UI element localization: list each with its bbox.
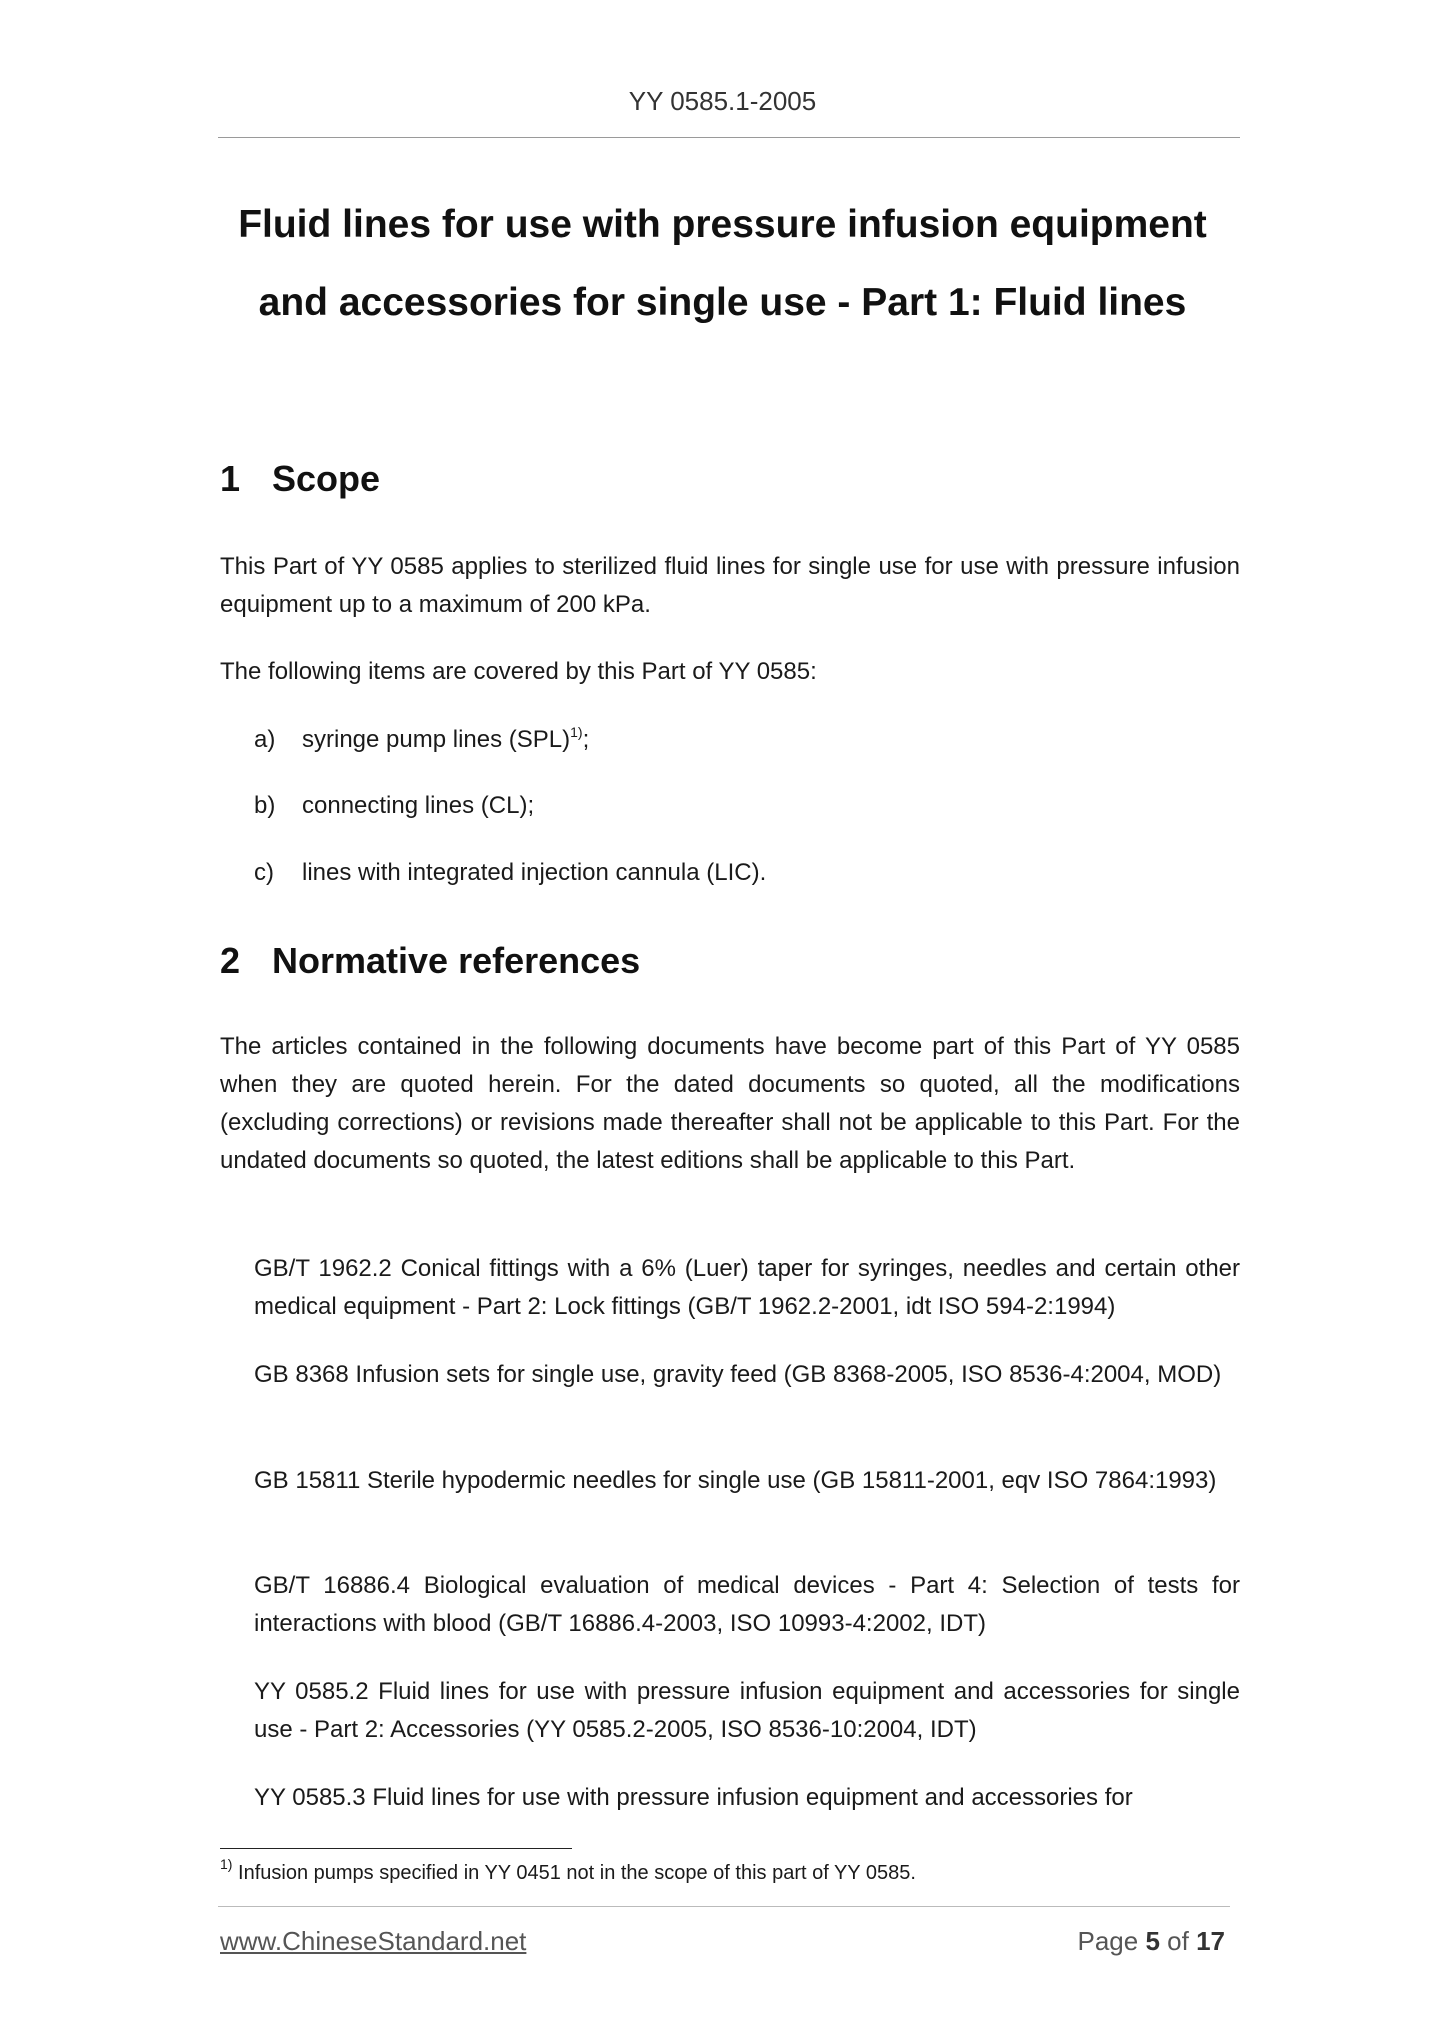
footnote [220, 1858, 916, 1888]
reference-entry: YY 0585.2 Fluid lines for use with pressure infusion equipment and accessories for single use - Part 2: Accessories (YY 0585.2-2005, ISO 8536-10:2004, IDT) [254, 1678, 1240, 1743]
footer-website-link[interactable]: www.ChineseStandard.net [220, 1926, 527, 1956]
list-item: b) connecting lines (CL); [254, 792, 535, 819]
reference-entry: YY 0585.3 Fluid lines for use with pressure infusion equipment and accessories for [254, 1784, 1133, 1811]
footnote-mark: 1) [220, 1856, 233, 1872]
footer-divider [218, 1906, 1230, 1907]
covered-items-intro: The following items are covered by this Part of YY 0585: [220, 658, 817, 685]
current-page: 5 [1145, 1926, 1160, 1956]
header-divider [218, 137, 1240, 138]
reference-entry: GB 8368 Infusion sets for single use, gravity feed (GB 8368-2005, ISO 8536-4:2004, MOD) [254, 1361, 1222, 1388]
footnote-text: Infusion pumps specified in YY 0451 not in the scope of this part of YY 0585. [238, 1862, 916, 1884]
document-title [200, 186, 1245, 342]
normative-intro-paragraph: The articles contained in the following documents have become part of this Part of YY 0585 when they are quoted herein. For the dated documents so quoted, all the modifications (excluding corrections) or revisions made thereafter shall not be applicable to this Part. For the undated documents so quoted, the latest editions shall be applicable to this Part. [220, 1033, 1240, 1174]
title-line-1: Fluid lines for use with pressure infusion equipment [238, 203, 1207, 246]
section-2-title: Normative references [272, 940, 641, 981]
section-2-heading [220, 940, 640, 982]
section-2-number: 2 [220, 940, 241, 981]
section-1-number: 1 [220, 458, 241, 499]
reference-entry: GB 15811 Sterile hypodermic needles for single use (GB 15811-2001, eqv ISO 7864:1993) [254, 1467, 1217, 1494]
section-1-heading [220, 458, 380, 500]
footnote-ref: 1) [570, 724, 583, 740]
list-item: c) lines with integrated injection cannula (LIC). [254, 859, 767, 886]
running-header: YY 0585.1-2005 [628, 86, 817, 116]
list-item: a) syringe pump lines (SPL)$^{1)}$; [254, 724, 590, 753]
reference-entry: GB/T 16886.4 Biological evaluation of medical devices - Part 4: Selection of tests for interactions with blood (GB/T 16886.4-2003, ISO 10993-4:2002, IDT) [254, 1572, 1240, 1637]
page-number: Page 5 of 17 [1077, 1926, 1225, 1956]
reference-entry: GB/T 1962.2 Conical fittings with a 6% (Luer) taper for syringes, needles and certain other medical equipment - Part 2: Lock fittings (GB/T 1962.2-2001, idt ISO 594-2:1994) [254, 1255, 1240, 1320]
section-1-title: Scope [272, 458, 381, 499]
total-pages: 17 [1196, 1926, 1225, 1956]
title-line-2: and accessories for single use - Part 1: Fluid lines [258, 281, 1187, 324]
scope-paragraph: This Part of YY 0585 applies to sterilized fluid lines for single use for use with pressure infusion equipment up to a maximum of 200 kPa. [220, 553, 1240, 618]
footnote-rule [220, 1848, 572, 1849]
